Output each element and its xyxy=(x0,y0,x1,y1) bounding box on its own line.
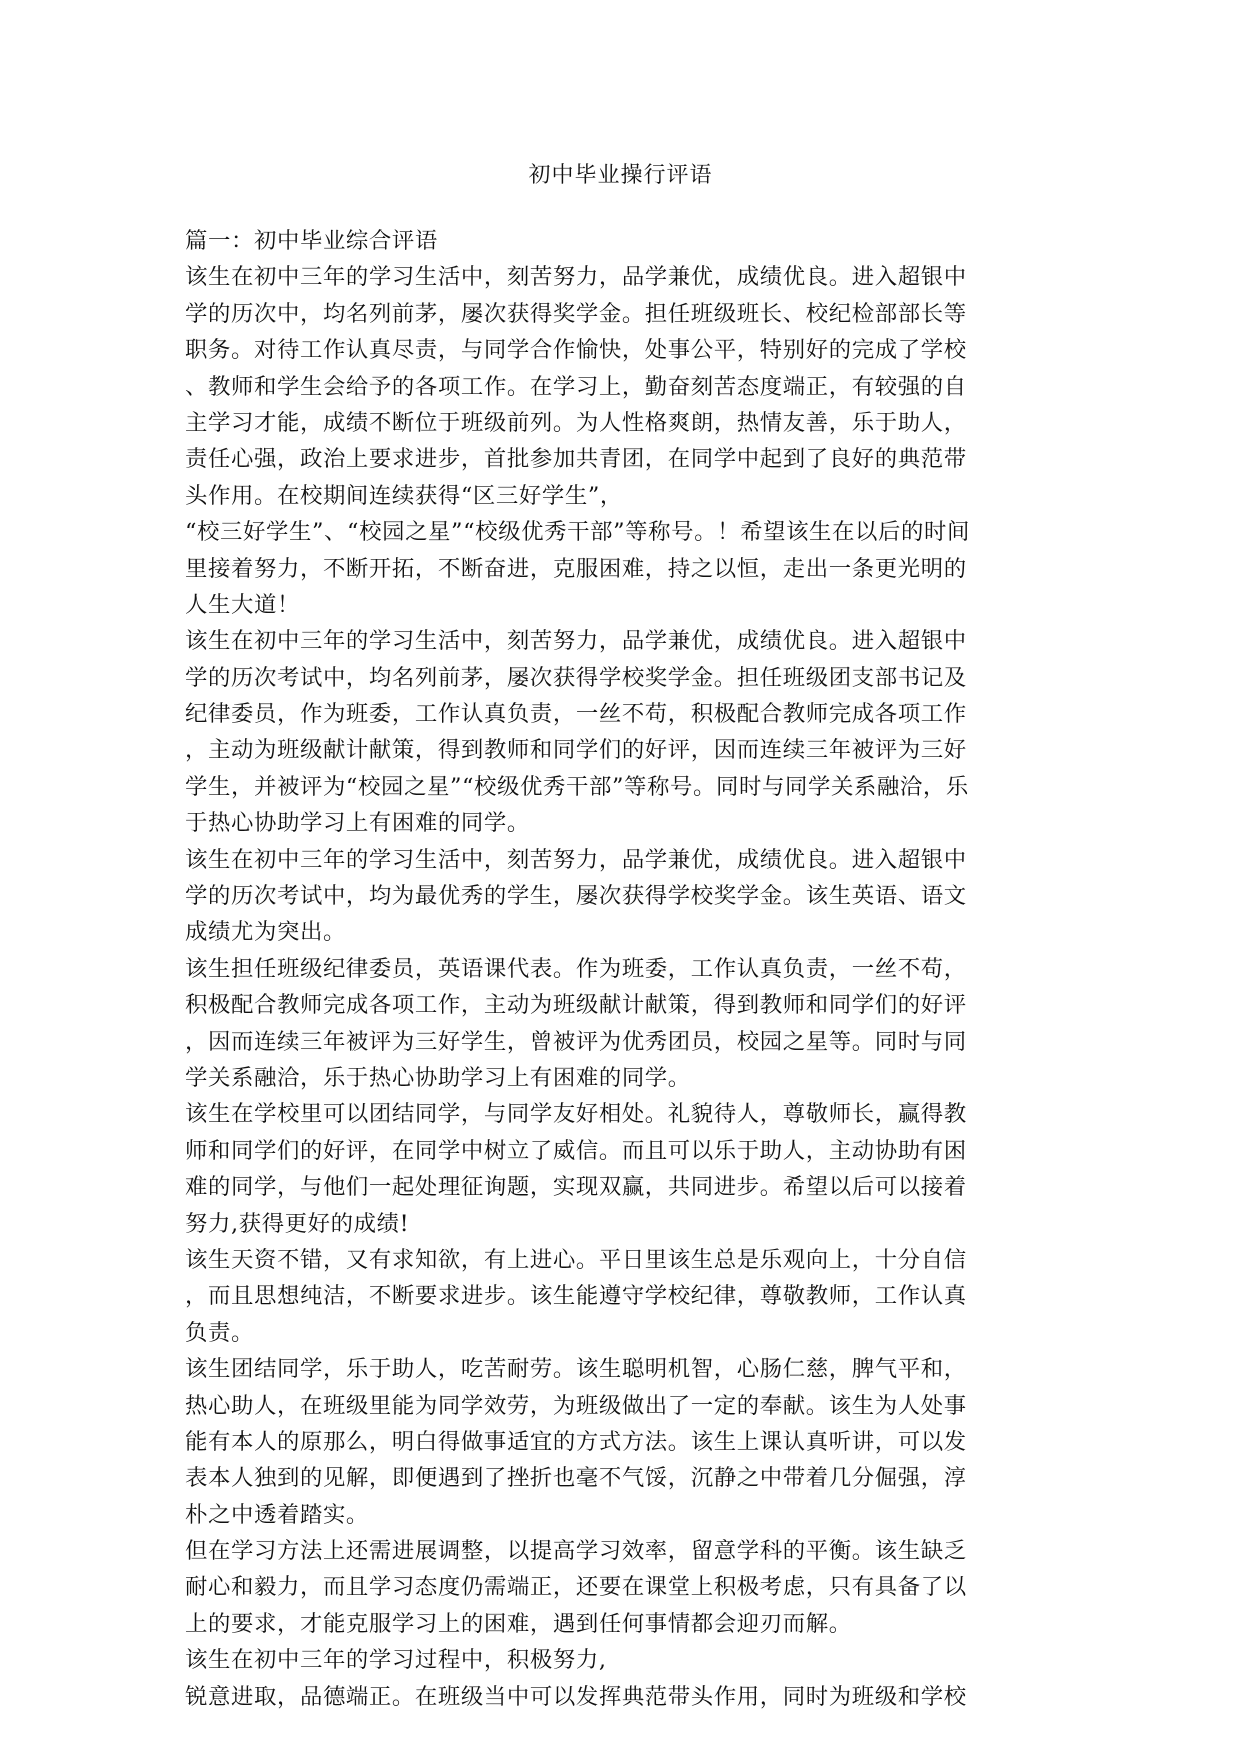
body-line: 学的历次考试中，均名列前茅，屡次获得学校奖学金。担任班级团支部书记及 xyxy=(185,664,967,691)
body-line: 学关系融洽，乐于热心协助学习上有困难的同学。 xyxy=(185,1064,691,1091)
body-line: 于热心协助学习上有困难的同学。 xyxy=(185,810,530,837)
body-line: 朴之中透着踏实。 xyxy=(185,1501,369,1528)
body-line: 该生团结同学，乐于助人，吃苦耐劳。该生聪明机智，心肠仁慈，脾气平和， xyxy=(185,1356,967,1383)
body-line: 该生在初中三年的学习生活中，刻苦努力，品学兼优，成绩优良。进入超银中 xyxy=(185,846,967,873)
body-line: 热心助人，在班级里能为同学效劳，为班级做出了一定的奉献。该生为人处事 xyxy=(185,1392,967,1419)
body-line: 该生担任班级纪律委员，英语课代表。作为班委，工作认真负责，一丝不苟， xyxy=(185,955,967,982)
body-line: ，因而连续三年被评为三好学生，曾被评为优秀团员，校园之星等。同时与同 xyxy=(185,1028,967,1055)
section-heading: 篇一：初中毕业综合评语 xyxy=(185,228,438,254)
body-line: 表本人独到的见解，即便遇到了挫折也毫不气馁，沉静之中带着几分倔强，淳 xyxy=(185,1465,967,1492)
body-line: ，主动为班级献计献策，得到教师和同学们的好评，因而连续三年被评为三好 xyxy=(185,737,967,764)
body-line: 锐意进取，品德端正。在班级当中可以发挥典范带头作用，同时为班级和学校 xyxy=(185,1683,967,1710)
body-line: 努力,获得更好的成绩! xyxy=(185,1210,410,1237)
body-line: 责任心强，政治上要求进步，首批参加共青团，在同学中起到了良好的典范带 xyxy=(185,446,967,473)
body-line: 头作用。在校期间连续获得“区三好学生”， xyxy=(185,482,623,509)
body-line: 人生大道！ xyxy=(185,591,300,618)
document-title: 初中毕业操行评语 xyxy=(528,163,713,188)
body-line: 该生在初中三年的学习生活中，刻苦努力，品学兼优，成绩优良。进入超银中 xyxy=(185,264,967,291)
body-line: 职务。对待工作认真尽责，与同学合作愉快，处事公平，特别好的完成了学校 xyxy=(185,337,967,364)
body-line: 耐心和毅力，而且学习态度仍需端正，还要在课堂上积极考虑，只有具备了以 xyxy=(185,1574,967,1601)
body-line: 学的历次中，均名列前茅，屡次获得奖学金。担任班级班长、校纪检部部长等 xyxy=(185,300,967,327)
body-line: 难的同学，与他们一起处理征询题，实现双赢，共同进步。希望以后可以接着 xyxy=(185,1174,967,1201)
body-line: 负责。 xyxy=(185,1319,254,1346)
body-line: 该生天资不错，又有求知欲，有上进心。平日里该生总是乐观向上，十分自信 xyxy=(185,1246,967,1273)
body-line: 但在学习方法上还需进展调整，以提高学习效率，留意学科的平衡。该生缺乏 xyxy=(185,1538,967,1565)
body-line: 师和同学们的好评，在同学中树立了威信。而且可以乐于助人，主动协助有困 xyxy=(185,1137,967,1164)
body-line: 该生在初中三年的学习生活中，刻苦努力，品学兼优，成绩优良。进入超银中 xyxy=(185,628,967,655)
document-body xyxy=(185,223,1053,1715)
body-line: 上的要求，才能克服学习上的困难，遇到任何事情都会迎刃而解。 xyxy=(185,1610,852,1637)
body-line: 学的历次考试中，均为最优秀的学生，屡次获得学校奖学金。该生英语、语文 xyxy=(185,883,967,910)
body-line: 能有本人的原那么，明白得做事适宜的方式方法。该生上课认真听讲，可以发 xyxy=(185,1428,967,1455)
body-line: 主学习才能，成绩不断位于班级前列。为人性格爽朗，热情友善，乐于助人， xyxy=(185,409,967,436)
body-line: 纪律委员，作为班委，工作认真负责，一丝不苟，积极配合教师完成各项工作 xyxy=(185,701,967,728)
body-line: 积极配合教师完成各项工作，主动为班级献计献策，得到教师和同学们的好评 xyxy=(185,992,967,1019)
body-line: ，而且思想纯洁，不断要求进步。该生能遵守学校纪律，尊敬教师，工作认真 xyxy=(185,1283,967,1310)
body-line: 学生，并被评为“校园之星”“校级优秀干部”等称号。同时与同学关系融洽，乐 xyxy=(185,773,969,800)
body-line: 、教师和学生会给予的各项工作。在学习上，勤奋刻苦态度端正，有较强的自 xyxy=(185,373,967,400)
body-line: 该生在初中三年的学习过程中，积极努力, xyxy=(185,1647,607,1674)
body-line: 该生在学校里可以团结同学，与同学友好相处。礼貌待人，尊敬师长，赢得教 xyxy=(185,1101,967,1128)
body-line: “校三好学生”、“校园之星”“校级优秀干部”等称号。！希望该生在以后的时间 xyxy=(185,519,970,546)
body-line: 成绩尤为突出。 xyxy=(185,919,346,946)
body-line: 里接着努力，不断开拓，不断奋进，克服困难，持之以恒，走出一条更光明的 xyxy=(185,555,967,582)
